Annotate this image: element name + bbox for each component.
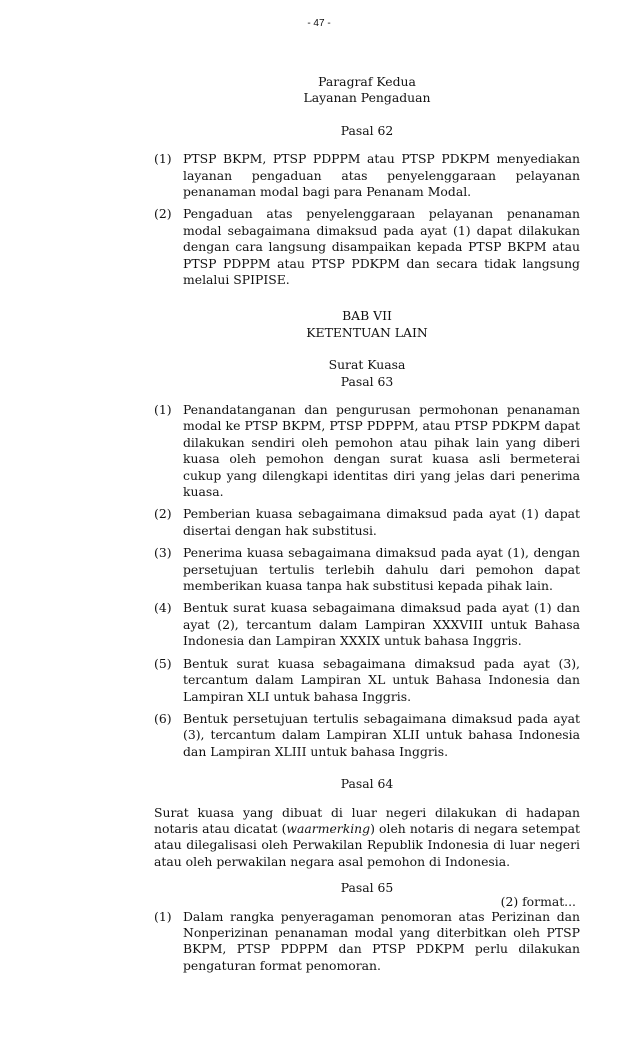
- continuation-note: (2) format...: [500, 894, 576, 909]
- item-text: Bentuk surat kuasa sebagaimana dimaksud pada ayat (3), tercantum dalam Lampiran XL untuk Bahasa Indonesia dan Lampiran XLI untuk bahasa Inggris.: [183, 655, 580, 704]
- pasal-62-item: [154, 151, 580, 200]
- item-text: Penandatanganan dan pengurusan permohonan penanaman modal ke PTSP BKPM, PTSP PDPPM, atau PTSP PDKPM dapat dilakukan sendiri oleh pemohon atau pihak lain yang diberi kuasa oleh pemohon dengan surat kuasa asli bermeterai cukup yang dilengkapi identitas diri yang jelas dari penerima kuasa.: [183, 402, 580, 500]
- pasal-63-subtitle: Surat Kuasa: [328, 357, 406, 373]
- item-number: (2): [154, 506, 172, 522]
- item-text: Penerima kuasa sebagaimana dimaksud pada ayat (1), dengan persetujuan tertulis terlebih dahulu dari pemohon dapat memberikan kuasa tanpa hak substitusi kepada pihak lain.: [183, 545, 580, 594]
- item-text: Pengaduan atas penyelenggaraan pelayanan penanaman modal sebagaimana dimaksud pada ayat (1) dapat dilakukan dengan cara langsung disampaikan kepada PTSP BKPM atau PTSP PDPPM atau PTSP PDKPM dan secara tidak langsung melalui SPIPISE.: [183, 206, 580, 288]
- item-number: (4): [154, 600, 172, 616]
- pasal-64-title: Pasal 64: [340, 776, 394, 792]
- paragraph-heading-line1: Paragraf Kedua: [318, 74, 416, 89]
- page-number: - 47 -: [307, 18, 331, 29]
- chapter-heading: [154, 308, 580, 341]
- document-body: [154, 74, 580, 980]
- pasal-63-item: [154, 656, 580, 705]
- item-text: PTSP BKPM, PTSP PDPPM atau PTSP PDKPM menyediakan layanan pengaduan atas penyelenggaraan pelayanan penanaman modal bagi para Penanam Modal.: [183, 151, 580, 199]
- pasal-64-text-part1: Surat kuasa yang dibuat di luar negeri dilakukan di hadapan notaris atau dicatat (: [154, 804, 580, 836]
- item-number: (3): [154, 545, 172, 561]
- paragraph-heading: [154, 74, 580, 107]
- pasal-65-title: Pasal 65: [340, 880, 394, 896]
- chapter-title: KETENTUAN LAIN: [306, 324, 428, 340]
- pasal-65-item: [154, 909, 580, 975]
- pasal-64-text: [154, 805, 580, 871]
- pasal-63-title: Pasal 63: [340, 373, 394, 389]
- pasal-63-item: [154, 711, 580, 760]
- pasal-63-item: [154, 506, 580, 539]
- item-number: (1): [154, 402, 172, 417]
- item-number: (1): [154, 151, 172, 167]
- item-number: (2): [154, 206, 172, 222]
- item-number: (1): [154, 908, 172, 924]
- paragraph-heading-line2: Layanan Pengaduan: [303, 90, 431, 106]
- pasal-62-item: [154, 206, 580, 288]
- pasal-63-item: [154, 600, 580, 649]
- item-number: (6): [154, 710, 172, 726]
- pasal-64-italic-term: waarmerking: [286, 820, 371, 836]
- pasal-63-heading: [154, 357, 580, 390]
- pasal-62-title: Pasal 62: [340, 122, 394, 138]
- item-text: Bentuk surat kuasa sebagaimana dimaksud pada ayat (1) dan ayat (2), tercantum dalam Lampiran XXXVIII untuk Bahasa Indonesia dan Lampiran XXXIX untuk bahasa Inggris.: [183, 600, 580, 649]
- pasal-63-item: [154, 402, 580, 500]
- item-text: Bentuk persetujuan tertulis sebagaimana dimaksud pada ayat (3), tercantum dalam Lampiran XLII untuk bahasa Indonesia dan Lampiran XLIII untuk bahasa Inggris.: [183, 710, 580, 759]
- item-number: (5): [154, 655, 172, 671]
- pasal-64-text-part2: ) oleh notaris di negara setempat atau dilegalisasi oleh Perwakilan Republik Indonesia di luar negeri atau oleh perwakilan negara asal pemohon di Indonesia.: [154, 820, 580, 869]
- chapter-number: BAB VII: [342, 308, 392, 324]
- item-text: Pemberian kuasa sebagaimana dimaksud pada ayat (1) dapat disertai dengan hak substitusi.: [183, 506, 580, 538]
- item-text: Dalam rangka penyeragaman penomoran atas Perizinan dan Nonperizinan penanaman modal yang diterbitkan oleh PTSP BKPM, PTSP PDPPM dan PTSP PDKPM perlu dilakukan pengaturan format penomoran.: [183, 908, 580, 973]
- pasal-63-item: [154, 545, 580, 594]
